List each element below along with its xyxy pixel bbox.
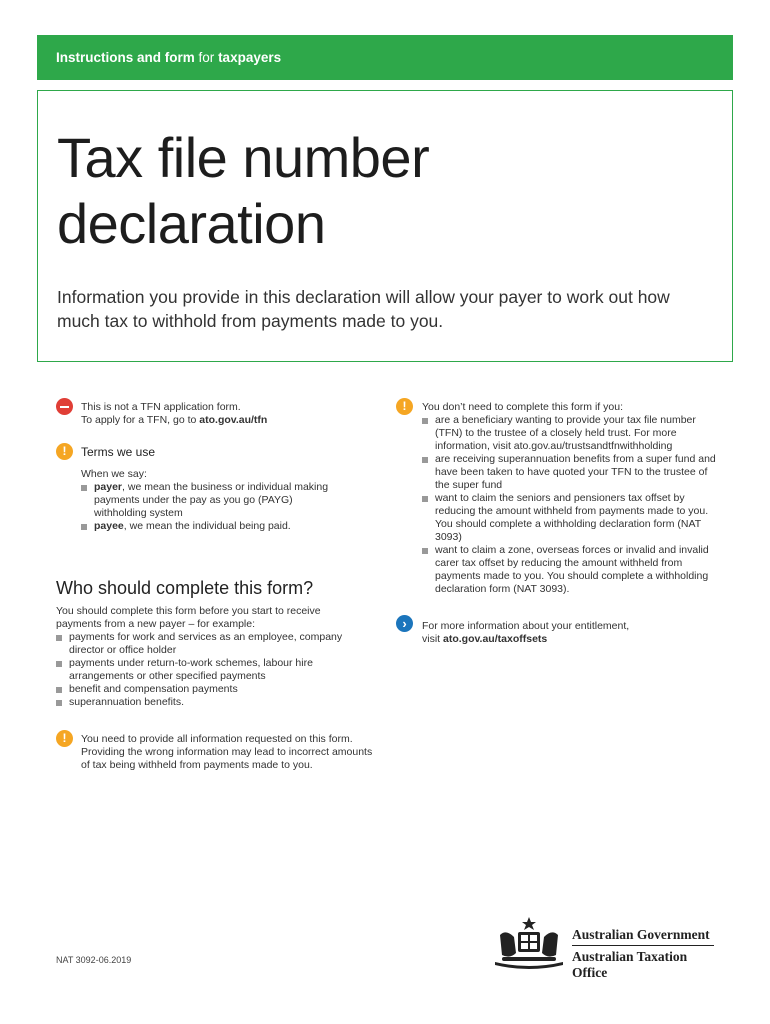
tfn-link[interactable]: ato.gov.au/tfn xyxy=(199,414,268,426)
coat-of-arms-icon xyxy=(490,915,568,970)
list-item: payments for work and services as an employee, company director or office holder xyxy=(56,631,351,657)
list-item: benefit and compensation payments xyxy=(56,683,351,696)
list-item: want to claim the seniors and pensioners tax offset by reducing the amount withheld from payments made to you. You should complete a withholding declaration form (NAT 3093) xyxy=(422,492,717,544)
banner-text: Instructions and form for taxpayers xyxy=(56,50,282,65)
list-item: are receiving superannuation benefits from a super fund and have been taken to have quoted your TFN to the trustee of the super fund xyxy=(422,453,717,492)
title-box xyxy=(37,90,733,362)
who-section: You should complete this form before you start to receive payments from a new payer – for example: payments for work and services as an employee, company director or office holder payments under return-to-work schemes, labour hire arrangements or other specified payments benefit and compensation payments superannuation benefits. xyxy=(56,605,351,709)
terms-list xyxy=(81,481,331,533)
chevron-right-icon: › xyxy=(396,615,413,632)
list-item: payments under return-to-work schemes, labour hire arrangements or other specified payments xyxy=(56,657,351,683)
header-banner xyxy=(37,35,733,80)
government-logo xyxy=(490,915,720,980)
ato-name: Australian Taxation Office xyxy=(572,949,688,980)
who-list xyxy=(56,631,351,709)
warning-note: You need to provide all information requested on this form. Providing the wrong information may lead to incorrect amounts of tax being withheld from payments made to you. xyxy=(81,733,373,771)
gov-name: Australian Government xyxy=(572,927,710,942)
logo-divider xyxy=(572,945,714,946)
list-item: are a beneficiary wanting to provide your tax file number (TFN) to the trustee of a closely held trust. For more information, visit ato.gov.au/trustsandtfnwithholding xyxy=(422,414,717,453)
terms-heading: Terms we use xyxy=(81,445,156,459)
list-item: want to claim a zone, overseas forces or invalid and invalid carer tax offset by reducing the amount withheld from payments made to you. You should complete a withholding declaration form (NAT 3093). xyxy=(422,544,717,596)
list-item: payee, we mean the individual being paid. xyxy=(81,520,331,533)
list-item: superannuation benefits. xyxy=(56,696,351,709)
list-item: payer, we mean the business or individual making payments under the pay as you go (PAYG) withholding system xyxy=(81,481,331,520)
form-code: NAT 3092-06.2019 xyxy=(56,955,132,965)
dont-need-section: You don’t need to complete this form if you: are a beneficiary wanting to provide your tax file number (TFN) to the trustee of a closely held trust. For more information, visit ato.gov.au/trustsandtfnwithholding are receiving superannuation benefits from a super fund and have been taken to have quoted your TFN to the trustee of the super fund want to claim the seniors and pensioners tax offset by reducing the amount withheld from payments made to you. You should complete a withholding declaration form (NAT 3093) want to claim a zone, overseas forces or invalid and invalid carer tax offset by reducing the amount withheld from payments made to you. You should complete a withholding declaration form (NAT 3093). xyxy=(422,401,716,595)
terms-section: Terms we use When we say: payer, we mean the business or individual making payments under the pay as you go (PAYG) withholding system payee, we mean the individual being paid. xyxy=(81,446,331,533)
exclamation-icon: ! xyxy=(396,398,413,415)
dont-need-list xyxy=(422,414,717,596)
more-info-note: For more information about your entitlement, visit ato.gov.au/taxoffsets xyxy=(422,620,630,645)
page-title: Tax file number declaration xyxy=(57,126,430,255)
not-application-note: This is not a TFN application form. To apply for a TFN, go to ato.gov.au/tfn xyxy=(81,401,268,426)
no-entry-icon xyxy=(56,398,73,415)
exclamation-icon: ! xyxy=(56,730,73,747)
taxoffsets-link[interactable]: ato.gov.au/taxoffsets xyxy=(443,633,548,645)
exclamation-icon: ! xyxy=(56,443,73,460)
who-heading: Who should complete this form? xyxy=(56,578,314,598)
intro-text: Information you provide in this declaration will allow your payer to work out how much tax to withhold from payments made to you. xyxy=(57,287,670,331)
